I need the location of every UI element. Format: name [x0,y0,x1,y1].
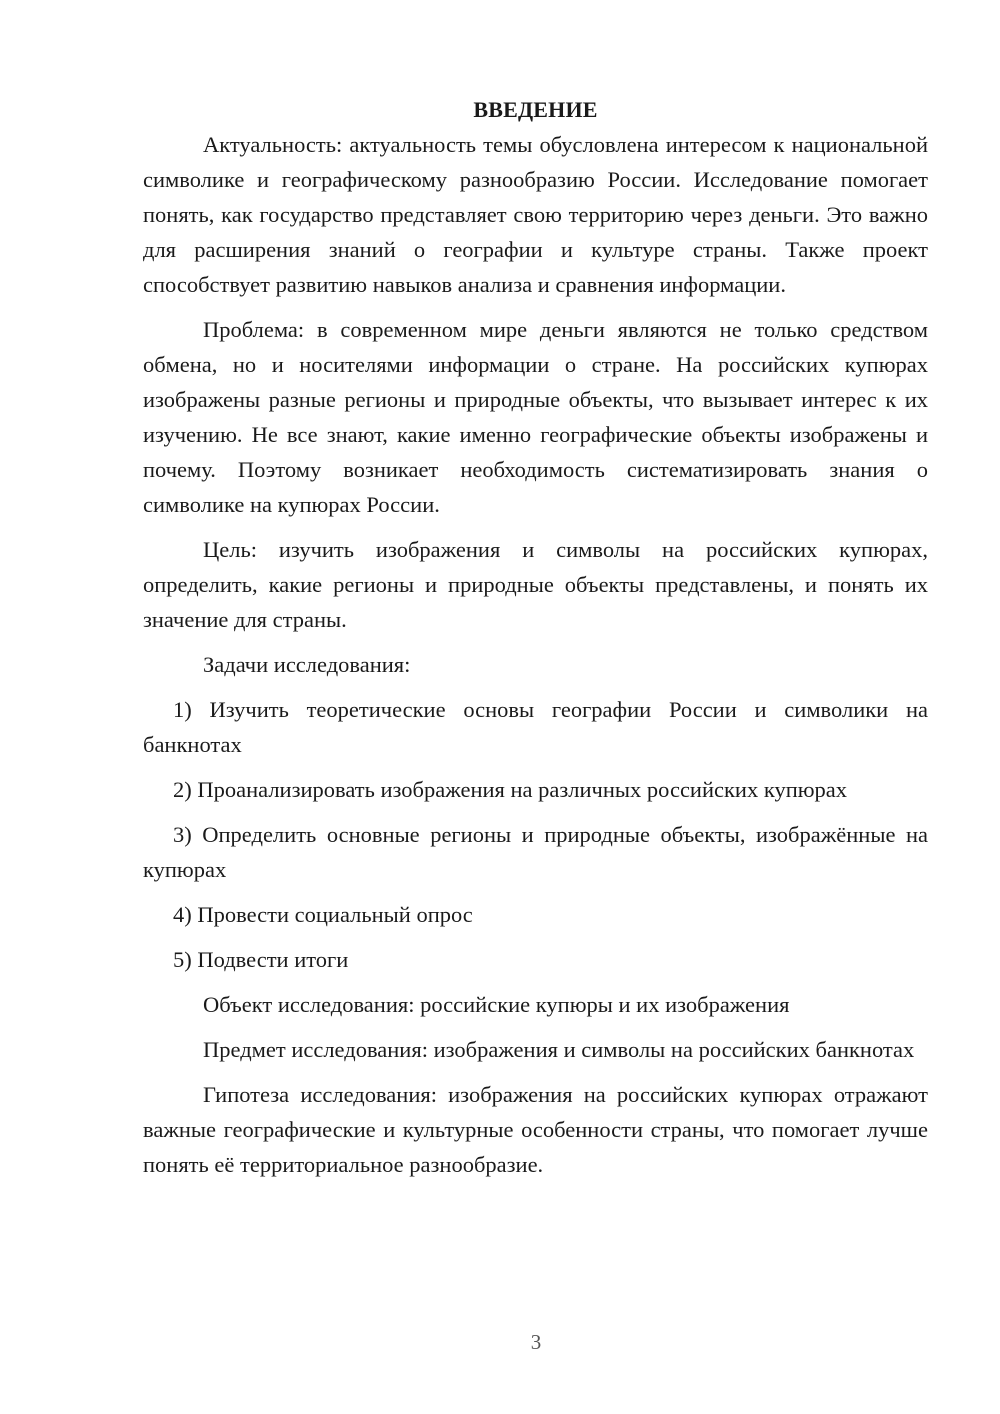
problem-paragraph: Проблема: в современном мире деньги являются не только средством обмена, но и носителями информации о стране. На российских купюрах изображены разные регионы и природные объекты, что вызывает интерес к их изучению. Не все знают, какие именно географические объекты изображены и почему. Поэтому возникает необходимость систематизировать знания о символике на купюрах России. [143,317,928,517]
object-paragraph: Объект исследования: российские купюры и их изображения [203,992,790,1017]
tasks-title: Задачи исследования: [203,652,411,677]
relevance-paragraph: Актуальность: актуальность темы обусловлена интересом к национальной символике и географическому разнообразию России. Исследование помогает понять, как государство представляет свою территорию через деньги. Это важно для расширения знаний о географии и культуре страны. Также проект способствует развитию навыков анализа и сравнения информации. [143,132,928,297]
task-item-3: 3) Определить основные регионы и природные объекты, изображённые на купюрах [143,822,928,882]
task-item-4: 4) Провести социальный опрос [173,902,473,927]
page-title: ВВЕДЕНИЕ [473,97,598,122]
hypothesis-paragraph: Гипотеза исследования: изображения на российских купюрах отражают важные географические и культурные особенности страны, что помогает лучше понять её территориальное разнообразие. [143,1082,928,1177]
document-page [143,92,928,1182]
page-number: 3 [530,1330,542,1354]
task-item-5: 5) Подвести итоги [173,947,349,972]
task-item-2: 2) Проанализировать изображения на различных российских купюрах [173,777,848,802]
subject-paragraph: Предмет исследования: изображения и символы на российских банкнотах [203,1037,915,1062]
goal-paragraph: Цель: изучить изображения и символы на российских купюрах, определить, какие регионы и природные объекты представлены, и понять их значение для страны. [143,537,928,632]
task-item-1: 1) Изучить теоретические основы географии России и символики на банкнотах [143,697,928,757]
